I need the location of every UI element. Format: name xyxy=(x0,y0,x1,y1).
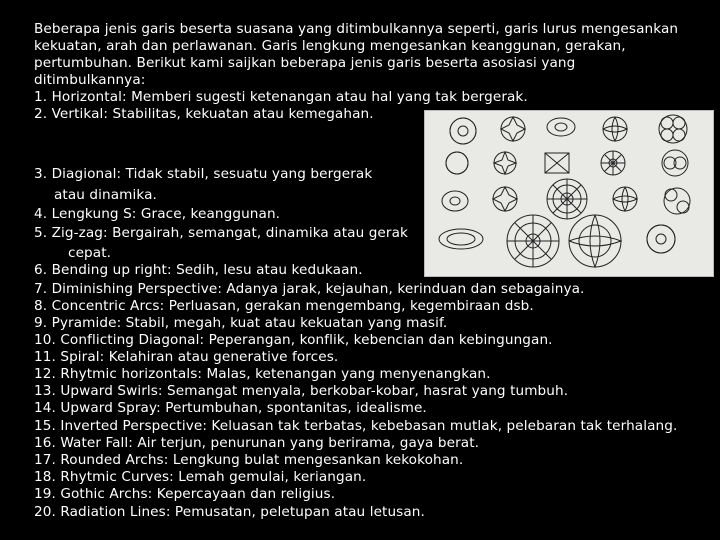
list-item: 18. Rhytmic Curves: Lemah gemulai, keriangan. xyxy=(34,469,367,485)
intro-line: Beberapa jenis garis beserta suasana yang ditimbulkannya seperti, garis lurus mengesankan xyxy=(34,21,679,37)
list-item: 6. Bending up right: Sedih, lesu atau kedukaan. xyxy=(34,262,363,278)
ornament-star xyxy=(493,187,517,211)
ornament-oval xyxy=(547,118,575,136)
list-item: 8. Concentric Arcs: Perluasan, gerakan mengembang, kegembiraan dsb. xyxy=(34,298,534,314)
list-item: 14. Upward Spray: Pertumbuhan, spontanitas, idealisme. xyxy=(34,400,427,416)
list-item: 17. Rounded Archs: Lengkung bulat mengesankan kekokohan. xyxy=(34,452,464,468)
ornament-rosette xyxy=(446,152,468,174)
list-item: 9. Pyramide: Stabil, megah, kuat atau kekuatan yang masif. xyxy=(34,315,448,331)
ornament-star xyxy=(501,117,525,141)
ornament-big-medallion xyxy=(569,215,621,267)
ornament-petals xyxy=(613,187,637,211)
ornament-big-medallion xyxy=(507,215,559,267)
list-item: 3. Diagional: Tidak stabil, sesuatu yang bergerak xyxy=(34,166,373,182)
list-item: 2. Vertikal: Stabilitas, kekuatan atau kemegahan. xyxy=(34,106,374,122)
intro-line: kekuatan, arah dan perlawanan. Garis lengkung mengesankan keanggunan, gerakan, xyxy=(34,38,626,54)
list-item: 4. Lengkung S: Grace, keanggunan. xyxy=(34,206,281,222)
list-item: 1. Horizontal: Memberi sugesti ketenangan atau hal yang tak bergerak. xyxy=(34,89,528,105)
list-item: 12. Rhytmic horizontals: Malas, ketenangan yang menyenangkan. xyxy=(34,366,491,382)
ornament-rosette xyxy=(647,225,675,253)
list-item: 5. Zig-zag: Bergairah, semangat, dinamika atau gerak xyxy=(34,225,408,241)
list-item-continuation: cepat. xyxy=(68,245,112,261)
list-item: 13. Upward Swirls: Semangat menyala, berkobar-kobar, hasrat yang tumbuh. xyxy=(34,383,569,399)
ornament-rosette xyxy=(450,118,476,144)
list-item: 19. Gothic Archs: Kepercayaan dan religius. xyxy=(34,486,336,502)
list-item: 15. Inverted Perspective: Keluasan tak terbatas, kebebasan mutlak, pelebaran tak terhalang. xyxy=(34,418,678,434)
list-item-continuation: atau dinamika. xyxy=(54,187,157,203)
list-item: 7. Diminishing Perspective: Adanya jarak, kejauhan, kerinduan dan sebagainya. xyxy=(34,281,585,297)
list-item: 16. Water Fall: Air terjun, penurunan yang berirama, gaya berat. xyxy=(34,435,480,451)
ornament-grid-circle xyxy=(662,150,688,176)
ornament-star xyxy=(494,152,516,174)
ornament-petals xyxy=(603,117,627,141)
list-item: 10. Conflicting Diagonal: Peperangan, konflik, kebencian dan kebingungan. xyxy=(34,332,553,348)
ornament-oval-band xyxy=(439,229,483,249)
intro-line: ditimbulkannya: xyxy=(34,72,146,88)
ornament-square xyxy=(545,153,569,173)
ornament-drawing xyxy=(425,111,713,276)
intro-line: pertumbuhan. Berikut kami saijkan beberapa jenis garis beserta asosiasi yang xyxy=(34,55,576,71)
ornament-large-rosette xyxy=(547,179,587,219)
ornamental-patterns-figure xyxy=(424,110,714,277)
ornament-grid-circle xyxy=(664,188,690,214)
list-item: 11. Spiral: Kelahiran atau generative forces. xyxy=(34,349,339,365)
ornament-oval xyxy=(442,191,468,211)
ornament-petals xyxy=(601,151,625,175)
ornament-grid-circle xyxy=(659,115,687,143)
list-item: 20. Radiation Lines: Pemusatan, peletupan atau letusan. xyxy=(34,504,425,520)
